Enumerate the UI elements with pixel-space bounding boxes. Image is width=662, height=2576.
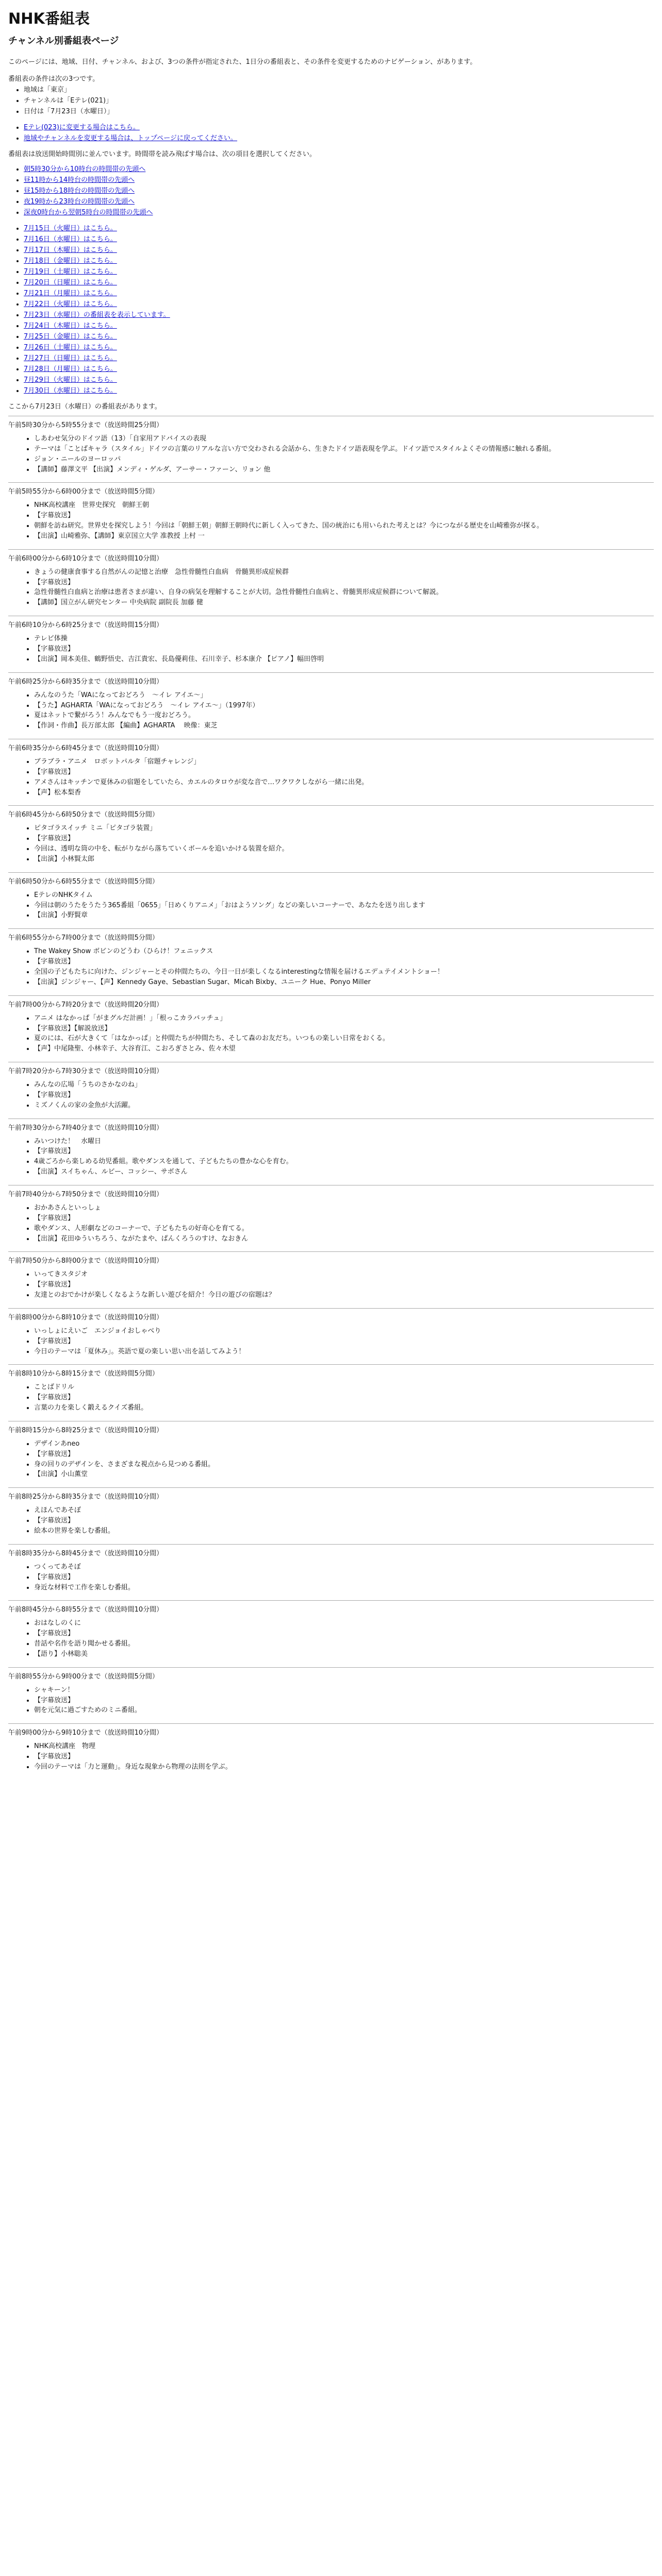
program-detail: • 言葉の力を楽しく鍛えるクイズ番組。 bbox=[34, 1403, 654, 1413]
date-link-item bbox=[24, 363, 654, 373]
program-time: 午前9時00分から9時10分まで（放送時間10分間） bbox=[8, 1729, 163, 1737]
program-detail-list bbox=[24, 824, 654, 864]
program-list bbox=[8, 416, 654, 1780]
program-details bbox=[24, 1204, 654, 1244]
time-link-item bbox=[24, 207, 654, 216]
program-details bbox=[24, 1563, 654, 1593]
program-title: • みんなの広場「うちのさかなのね」 bbox=[34, 1080, 654, 1090]
date-link-item bbox=[24, 331, 654, 341]
program-detail: • 【出演】岡本美佳、鶴野悟史、吉江貴宏、長島優莉佳、石川幸子、杉本康介 【ピアノ】幅田啓明 bbox=[34, 655, 654, 665]
program-details bbox=[24, 1439, 654, 1480]
program-title: • みいつけた！ 水曜日 bbox=[34, 1137, 654, 1147]
program-detail: • 【字幕放送】 bbox=[34, 957, 654, 967]
program-detail: • 今回のテーマは「力と運動」。身近な現象から物理の法則を学ぶ。 bbox=[34, 1762, 654, 1772]
program-detail: • 【字幕放送】 bbox=[34, 1091, 654, 1100]
program-details bbox=[24, 1686, 654, 1716]
program-detail: • 【字幕放送】 bbox=[34, 1393, 654, 1403]
program-details bbox=[24, 501, 654, 541]
program-detail: • 【字幕放送】 bbox=[34, 511, 654, 521]
date-link-item bbox=[24, 298, 654, 308]
program-detail: • 【字幕放送】 bbox=[34, 1516, 654, 1526]
program-block bbox=[8, 1421, 654, 1487]
time-link-night[interactable]: 深夜0時台から翌朝5時台の時間帯の先頭へ bbox=[24, 209, 153, 216]
program-detail: • 【作詞・作曲】長万部太郎 【編曲】AGHARTA 映像：東芝 bbox=[34, 721, 654, 731]
program-details bbox=[24, 947, 654, 987]
date-link[interactable]: 7月18日（金曜日）はこちら。 bbox=[24, 257, 117, 265]
program-block bbox=[8, 1600, 654, 1667]
date-link[interactable]: 7月25日（金曜日）はこちら。 bbox=[24, 333, 117, 341]
program-block bbox=[8, 482, 654, 549]
program-detail: • 【声】松本梨香 bbox=[34, 788, 654, 798]
program-time: 午前8時00分から8時10分まで（放送時間10分間） bbox=[8, 1313, 163, 1321]
program-detail: • 【出演】山崎雅弥、【講師】東京国立大学 准教授 上村 一 bbox=[34, 532, 654, 541]
program-time: 午前5時55分から6時00分まで（放送時間5分間） bbox=[8, 488, 159, 496]
program-detail: • 【字幕放送】 bbox=[34, 1696, 654, 1706]
date-link-item bbox=[24, 266, 654, 276]
program-detail-list bbox=[24, 891, 654, 921]
program-details bbox=[24, 434, 654, 474]
program-detail: • 【出演】小野賢章 bbox=[34, 911, 654, 921]
program-title: • シャキーン！ bbox=[34, 1686, 654, 1696]
program-time: 午前5時30分から5時55分まで（放送時間25分間） bbox=[8, 421, 163, 429]
program-detail: • 【出演】花田ゆういちろう、ながたまや、ぱんくろうのすけ、なおきん bbox=[34, 1234, 654, 1244]
program-time: 午前6時45分から6時50分まで（放送時間5分間） bbox=[8, 811, 159, 819]
date-link[interactable]: 7月22日（火曜日）はこちら。 bbox=[24, 300, 117, 308]
program-detail: • 【出演】小林賢太郎 bbox=[34, 855, 654, 865]
intro-text: このページには、地域、日付、チャンネル、および、3つの条件が指定された、1日分の番組表と、その条件を変更するためのナビゲーション、があります。 bbox=[8, 58, 477, 66]
program-details bbox=[24, 1383, 654, 1413]
program-detail: • 朝鮮を訪ね研究。世界史を探究しよう！今回は「朝鮮王朝」朝鮮王朝時代に新しく入ってきた、国の統治にも用いられた考えとは？今につながる歴史を山崎雅弥が探る。 bbox=[34, 521, 654, 531]
program-detail: • 今回は、透明な筒の中を、転がりながら落ちていくボールを追いかける装置を紹介。 bbox=[34, 844, 654, 854]
date-link[interactable]: 7月19日（土曜日）はこちら。 bbox=[24, 268, 117, 276]
program-time: 午前6時50分から6時55分まで（放送時間5分間） bbox=[8, 877, 159, 886]
program-detail-list bbox=[24, 691, 654, 731]
program-details bbox=[24, 634, 654, 665]
program-details bbox=[24, 1327, 654, 1357]
program-title: • NHK高校講座 物理 bbox=[34, 1742, 654, 1752]
program-time: 午前8時45分から8時55分まで（放送時間10分間） bbox=[8, 1606, 163, 1614]
program-detail-list bbox=[24, 1080, 654, 1111]
program-title: • ピタゴラスイッチ ミニ「ピタゴラ装置」 bbox=[34, 824, 654, 834]
program-detail: • 【字幕放送】 bbox=[34, 1450, 654, 1460]
program-detail: • 【字幕放送】【解説放送】 bbox=[34, 1024, 654, 1034]
program-detail-list bbox=[24, 1439, 654, 1480]
program-detail-list bbox=[24, 1327, 654, 1357]
program-title: • しあわせ気分のドイツ語（13）「自家用アドバイスの表現 bbox=[34, 434, 654, 444]
time-link-item bbox=[24, 196, 654, 206]
program-detail-list bbox=[24, 1383, 654, 1413]
program-title: • NHK高校講座 世界史探究 朝鮮王朝 bbox=[34, 501, 654, 511]
program-detail: • 友達とのおでかけが楽しくなるような新しい遊びを紹介！今日の遊びの宿題は？ bbox=[34, 1291, 654, 1300]
change-channel-link[interactable]: Eテレ(023)に変更する場合はこちら。 bbox=[24, 124, 140, 131]
program-title: • デザインあneo bbox=[34, 1439, 654, 1449]
date-link-item bbox=[24, 223, 654, 232]
program-detail-list bbox=[24, 568, 654, 608]
program-detail-list bbox=[24, 1742, 654, 1772]
program-time: 午前6時00分から6時10分まで（放送時間10分間） bbox=[8, 554, 163, 563]
program-time: 午前8時25分から8時35分まで（放送時間10分間） bbox=[8, 1493, 163, 1501]
program-detail: • ミズノくんの家の金魚が大活躍。 bbox=[34, 1101, 654, 1111]
date-link-item bbox=[24, 374, 654, 384]
program-time: 午前7時30分から7時40分まで（放送時間10分間） bbox=[8, 1124, 163, 1132]
date-link[interactable]: 7月17日（木曜日）はこちら。 bbox=[24, 246, 117, 254]
time-link-afternoon[interactable]: 昼15時から18時台の時間帯の先頭へ bbox=[24, 187, 135, 195]
program-details bbox=[24, 1506, 654, 1536]
program-details bbox=[24, 757, 654, 798]
conditions-label: 番組表の条件は次の3つです。 bbox=[8, 75, 100, 83]
program-detail: • 身の回りのデザインを、さまざまな視点から見つめる番組。 bbox=[34, 1460, 654, 1470]
program-detail: • 歌やダンス、人形劇などのコーナーで、子どもたちの好奇心を育てる。 bbox=[34, 1224, 654, 1234]
program-detail: • 【字幕放送】 bbox=[34, 768, 654, 777]
program-title: • テレビ体操 bbox=[34, 634, 654, 644]
program-time: 午前7時20分から7時30分まで（放送時間10分間） bbox=[8, 1067, 163, 1076]
program-detail: • 【字幕放送】 bbox=[34, 1573, 654, 1583]
program-block bbox=[8, 805, 654, 872]
program-detail-list bbox=[24, 434, 654, 474]
page-subtitle: チャンネル別番組表ページ bbox=[8, 36, 119, 46]
time-link-evening[interactable]: 夜19時から23時台の時間帯の先頭へ bbox=[24, 198, 135, 206]
time-links bbox=[8, 163, 654, 216]
program-detail: • アメさんはキッチンで夏休みの宿題をしていたら、カエルのタロウが変な音で…ワクワクしながら一緒に出発。 bbox=[34, 778, 654, 788]
program-block bbox=[8, 1062, 654, 1118]
program-time: 午前8時10分から8時15分まで（放送時間5分間） bbox=[8, 1370, 159, 1378]
program-title: • いっしょにえいご エンジョイおしゃべり bbox=[34, 1327, 654, 1336]
program-details bbox=[24, 1270, 654, 1300]
shown-heading: ここから7月23日（水曜日）の番組表があります。 bbox=[8, 403, 161, 411]
program-block bbox=[8, 1308, 654, 1365]
program-title: • えほんであそぼ bbox=[34, 1506, 654, 1516]
program-detail: • テーマは「ことばキャラ（スタイル」ドイツの言葉のリアルな言い方で交わされる会話から、生きたドイツ語表現を学ぶ。ドイツ語でスタイルよくその情報感に触れる番組。 bbox=[34, 445, 654, 454]
program-detail: • 絵本の世界を楽しむ番組。 bbox=[34, 1527, 654, 1536]
program-detail: • 全国の子どもたちに向けた、ジンジャーとその仲間たちの、今日一日が楽しくなるinterestingな情報を届けるエデュテイメントショー！ bbox=[34, 968, 654, 977]
program-block bbox=[8, 416, 654, 482]
program-detail: • 【字幕放送】 bbox=[34, 578, 654, 588]
program-detail: • 昔話や名作を語り聞かせる番組。 bbox=[34, 1639, 654, 1649]
program-title: • ブラブラ・アニメ ロボットパルタ「宿題チャレンジ」 bbox=[34, 757, 654, 767]
program-block bbox=[8, 616, 654, 672]
program-detail: • 【字幕放送】 bbox=[34, 1629, 654, 1639]
program-detail: • 【出演】スイちゃん、ルビー、コッシー、サボさん bbox=[34, 1167, 654, 1177]
program-detail: • 【講師】国立がん研究センター 中央病院 副院長 加藤 健 bbox=[34, 598, 654, 608]
program-block bbox=[8, 1487, 654, 1544]
program-title: • アニメ はなかっぱ「がまグルだ計画！」「根っこカラバッチュ」 bbox=[34, 1014, 654, 1024]
condition-item: • チャンネルは「Eテレ(021)」 bbox=[24, 95, 654, 105]
program-detail: • 朝を元気に過ごすためのミニ番組。 bbox=[34, 1706, 654, 1716]
program-block bbox=[8, 1364, 654, 1421]
program-details bbox=[24, 824, 654, 864]
program-details bbox=[24, 1619, 654, 1659]
program-detail: • 【字幕放送】 bbox=[34, 1280, 654, 1290]
date-link-item bbox=[24, 342, 654, 351]
date-link[interactable]: 7月15日（火曜日）はこちら。 bbox=[24, 225, 117, 232]
program-detail: • 【出演】ジンジャー、【声】Kennedy Gaye、Sebastian Sugar、Micah Bixby、ユニーク Hue、Ponyo Miller bbox=[34, 978, 654, 988]
program-title: • つくってあそぼ bbox=[34, 1563, 654, 1572]
program-detail-list bbox=[24, 1137, 654, 1177]
program-time: 午前8時35分から8時45分まで（放送時間10分間） bbox=[8, 1549, 163, 1557]
program-detail: • 今回は朝のうたをうたう365番組「0655」「日めくりアニメ」「おはようソング」などの楽しいコーナーで、あなたを送り出します bbox=[34, 901, 654, 911]
program-title: • ことばドリル bbox=[34, 1383, 654, 1393]
program-detail: • 【うた】AGHARTA「WAになっておどろう ～イレ アイエ～」（1997年） bbox=[34, 701, 654, 711]
program-title: • EテレのNHKタイム bbox=[34, 891, 654, 901]
date-link-item bbox=[24, 277, 654, 286]
program-detail: • 【語り】小林聡美 bbox=[34, 1650, 654, 1659]
program-time: 午前6時10分から6時25分まで（放送時間15分間） bbox=[8, 621, 163, 630]
channel-link-item bbox=[24, 122, 654, 131]
time-link-noon[interactable]: 昼11時から14時台の時間帯の先頭へ bbox=[24, 176, 135, 184]
program-block bbox=[8, 928, 654, 995]
program-detail-list bbox=[24, 1619, 654, 1659]
program-time: 午前6時55分から7時00分まで（放送時間5分間） bbox=[8, 934, 159, 942]
program-detail-list bbox=[24, 501, 654, 541]
program-title: • いってきスタジオ bbox=[34, 1270, 654, 1280]
program-detail: • 今日のテーマは「夏休み」。英語で夏の楽しい思い出を話してみよう！ bbox=[34, 1347, 654, 1357]
date-link-item bbox=[24, 287, 654, 297]
program-block bbox=[8, 1251, 654, 1308]
program-block bbox=[8, 1667, 654, 1724]
program-title: • みんなのうた「WAになっておどろう ～イレ アイエ～」 bbox=[34, 691, 654, 701]
program-detail-list bbox=[24, 1014, 654, 1054]
date-link[interactable]: 7月29日（火曜日）はこちら。 bbox=[24, 376, 117, 384]
date-link[interactable]: 7月30日（水曜日）はこちら。 bbox=[24, 387, 117, 395]
top-page-link[interactable]: 地域やチャンネルを変更する場合は、トップページに戻ってください。 bbox=[24, 134, 238, 142]
program-title: • きょうの健康食事する自然がんの記憶と治療 急性骨髄性白血病 骨髄異形成症候群 bbox=[34, 568, 654, 578]
program-detail-list bbox=[24, 757, 654, 798]
program-time: 午前7時40分から7時50分まで（放送時間10分間） bbox=[8, 1190, 163, 1198]
program-details bbox=[24, 691, 654, 731]
program-detail: • 【字幕放送】 bbox=[34, 1337, 654, 1347]
date-link-item bbox=[24, 233, 654, 243]
date-link-current[interactable]: 7月23日（水曜日）の番組表を表示しています。 bbox=[24, 311, 170, 319]
program-block bbox=[8, 995, 654, 1062]
program-detail: • 急性骨髄性白血病と治療は患者さまが違い、自身の病気を理解することが大切。急性骨髄性白血病と、骨髄異形成症候群について解説。 bbox=[34, 588, 654, 598]
program-time: 午前8時15分から8時25分まで（放送時間10分間） bbox=[8, 1426, 163, 1434]
channel-links bbox=[8, 122, 654, 142]
program-time: 午前6時35分から6時45分まで（放送時間10分間） bbox=[8, 744, 163, 753]
program-time: 午前7時00分から7時20分まで（放送時間20分間） bbox=[8, 1001, 163, 1009]
program-block bbox=[8, 549, 654, 616]
program-detail-list bbox=[24, 1686, 654, 1716]
time-link-morning[interactable]: 朝5時30分から10時台の時間帯の先頭へ bbox=[24, 165, 146, 173]
time-note: 番組表は放送開始時間別に並んでいます。時間帯を読み飛ばす場合は、次の項目を選択してください。 bbox=[8, 150, 316, 158]
program-block bbox=[8, 672, 654, 739]
program-detail-list bbox=[24, 1506, 654, 1536]
program-detail: • 【字幕放送】 bbox=[34, 1147, 654, 1157]
program-detail: • 【字幕放送】 bbox=[34, 834, 654, 844]
date-link[interactable]: 7月26日（土曜日）はこちら。 bbox=[24, 344, 117, 351]
time-link-item bbox=[24, 174, 654, 184]
channel-link-item bbox=[24, 132, 654, 142]
date-link[interactable]: 7月21日（月曜日）はこちら。 bbox=[24, 290, 117, 297]
program-block bbox=[8, 1185, 654, 1251]
date-link-item bbox=[24, 320, 654, 330]
program-detail: • 【講師】藤澤文平 【出演】メンディ・ゲルダ、アーサー・ファーン、リョン 他 bbox=[34, 465, 654, 475]
program-time: 午前7時50分から8時00分まで（放送時間10分間） bbox=[8, 1257, 163, 1265]
program-block bbox=[8, 1544, 654, 1601]
program-detail-list bbox=[24, 1204, 654, 1244]
program-detail: • 【字幕放送】 bbox=[34, 1214, 654, 1224]
date-link[interactable]: 7月27日（日曜日）はこちら。 bbox=[24, 354, 117, 362]
program-block bbox=[8, 739, 654, 805]
program-details bbox=[24, 1014, 654, 1054]
date-link[interactable]: 7月24日（木曜日）はこちら。 bbox=[24, 322, 117, 330]
conditions-list bbox=[8, 84, 654, 115]
date-links bbox=[8, 223, 654, 395]
program-details bbox=[24, 1080, 654, 1111]
time-link-item bbox=[24, 163, 654, 173]
program-block bbox=[8, 1118, 654, 1185]
page-title: NHK番組表 bbox=[8, 10, 90, 27]
program-details bbox=[24, 1742, 654, 1772]
program-detail-list bbox=[24, 634, 654, 665]
program-detail: • 【出演】小山薫堂 bbox=[34, 1470, 654, 1480]
program-detail: • ジョン・ニールのヨーロッパ bbox=[34, 455, 654, 465]
time-link-item bbox=[24, 185, 654, 195]
program-detail: • 夏のには、石が大きくて「はなかっぱ」と仲間たちが仲間たち、そして森のお友だち。いつもの楽しい日常をおくる。 bbox=[34, 1034, 654, 1044]
program-time: 午前8時55分から9時00分まで（放送時間5分間） bbox=[8, 1672, 159, 1681]
program-detail: • 身近な材料で工作を楽しむ番組。 bbox=[34, 1583, 654, 1593]
program-details bbox=[24, 891, 654, 921]
condition-item: • 日付は「7月23日（水曜日）」 bbox=[24, 106, 654, 115]
program-detail-list bbox=[24, 947, 654, 987]
date-link[interactable]: 7月28日（月曜日）はこちら。 bbox=[24, 365, 117, 373]
date-link[interactable]: 7月20日（日曜日）はこちら。 bbox=[24, 279, 117, 286]
program-title: • おかあさんといっしょ bbox=[34, 1204, 654, 1213]
date-link-item bbox=[24, 309, 654, 319]
program-detail-list bbox=[24, 1270, 654, 1300]
program-detail: • 【字幕放送】 bbox=[34, 645, 654, 654]
program-title: • The Wakey Show ボビンのどうわ（ひらけ！フェニックス bbox=[34, 947, 654, 957]
date-link[interactable]: 7月16日（水曜日）はこちら。 bbox=[24, 235, 117, 243]
program-details bbox=[24, 1137, 654, 1177]
program-block bbox=[8, 1723, 654, 1780]
date-link-item bbox=[24, 352, 654, 362]
date-link-item bbox=[24, 385, 654, 395]
program-block bbox=[8, 872, 654, 929]
program-title: • おはなしのくに bbox=[34, 1619, 654, 1629]
program-detail: • 4歳ごろから楽しめる幼児番組。歌やダンスを通して、子どもたちの豊かな心を育む。 bbox=[34, 1157, 654, 1167]
date-link-item bbox=[24, 244, 654, 254]
condition-item: • 地域は「東京」 bbox=[24, 84, 654, 94]
program-detail: • 【声】中尾隆聖、小林幸子、大谷育江、こおろぎさとみ、佐々木望 bbox=[34, 1044, 654, 1054]
program-time: 午前6時25分から6時35分まで（放送時間10分間） bbox=[8, 677, 163, 686]
program-details bbox=[24, 568, 654, 608]
program-detail: • 【字幕放送】 bbox=[34, 1752, 654, 1762]
program-detail: • 夏はネットで繋がろう！みんなでもう一度おどろう。 bbox=[34, 711, 654, 721]
program-detail-list bbox=[24, 1563, 654, 1593]
date-link-item bbox=[24, 255, 654, 265]
